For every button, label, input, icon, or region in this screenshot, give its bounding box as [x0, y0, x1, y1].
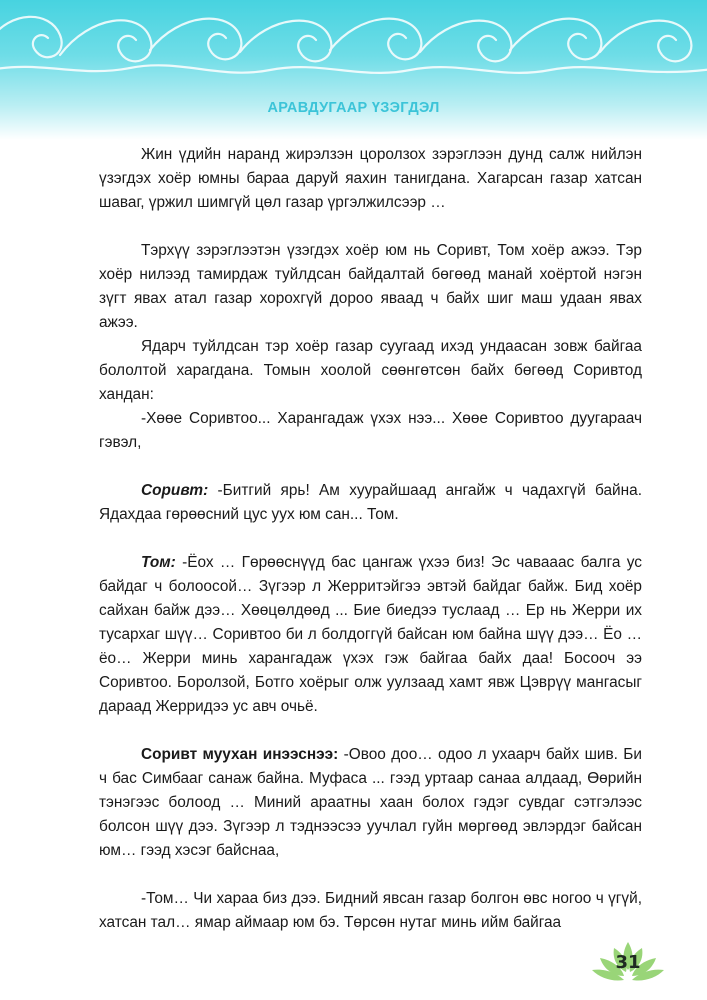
- wave-scroll-ornament-icon: [0, 0, 707, 140]
- paragraph: Жин үдийн наранд жирэлзэн цоролзох зэрэглээн дунд салж нийлэн үзэгдэх хоёр юмны бараа даруй яахин танигдана. Хагарсан газар хатсан шаваг, үржил шимгүй цөл газар үргэлжилсээр …: [99, 146, 642, 211]
- chapter-title: АРАВДУГААР ҮЗЭГДЭЛ: [267, 100, 440, 116]
- page-number-badge: [588, 938, 668, 984]
- page-number: 31: [615, 952, 641, 973]
- paragraph: -Том… Чи хараа биз дээ. Бидний явсан газар болгон өвс ногоо ч үгүй, хатсан тал… ямар аймаар юм бэ. Төрсөн нутаг минь ийм байгаа: [99, 890, 642, 931]
- paragraph: Тэрхүү зэрэглээтэн үзэгдэх хоёр юм нь Соривт, Том хоёр ажээ. Тэр хоёр нилээд тамирдаж туйлдсан байдалтай бөгөөд манай хоёртой нэгэн зүгт явах атал газар хорохгүй дороо яваад ч байх шиг маш удаан явах ажээ.: [99, 242, 642, 331]
- paragraph: -Хөөе Соривтоо... Харангадаж үхэх нээ... Хөөе Соривтоо дуугараач гэвэл,: [99, 410, 642, 451]
- header-band: [0, 0, 707, 140]
- dialogue-paragraph: [99, 479, 642, 527]
- dialogue-text: -Овоо доо… одоо л ухаарч байх шив. Би ч бас Симбааг санаж байна. Муфаса ... гээд уртаар санаа алдаад, Өөрийн тэнэгээс болоод … Миний араатны хаан болох гэдэг сувдаг сэтгэлээс болсон шүү дээ. Зүгээр л тэднээсээ уучлал гуйн мөргөөд эвлэрдэг байсан юм… гээд хэсэг байснаа,: [99, 746, 642, 859]
- story-text: [99, 143, 642, 935]
- paragraph: Ядарч туйлдсан тэр хоёр газар суугаад ихэд ундаасан зовж байгаа бололтой харагдана. Томын хоолой сөөнгөтсөн байх бөгөөд Соривтод хандан:: [99, 338, 642, 403]
- speaker-label: Соривт муухан инээснээ:: [141, 746, 339, 763]
- dialogue-paragraph: [99, 743, 642, 863]
- dialogue-paragraph: [99, 551, 642, 719]
- dialogue-text: -Ёох … Гөрөөснүүд бас цангаж үхээ биз! Эс чавааас балга ус байдаг ч болоосой… Зүгээр л Жерритэйгээ эвтэй байдаг байж. Бид хоёр сайхан байж дээ… Хөөцөлдөөд ... Бие биедээ туслаад … Ер нь Жерри их тусархаг шүү… Соривтоо би л болдоггүй байсан юм байна шүү дээ… Ёо … ёо… Жерри минь харангадаж үхэх гэж байгаа байх даа! Босооч ээ Соривтоо. Боролзой, Ботго хоёрыг олж уулзаад хамт явж Цэврүү мангасыг дараад Жерридээ ус авч очьё.: [99, 554, 642, 715]
- speaker-label: Том:: [141, 554, 176, 571]
- speaker-label: Соривт:: [141, 482, 209, 499]
- dialogue-text: -Битгий ярь! Ам хуурайшаад ангайж ч чадахгүй байна. Ядахдаа гөрөөсний цус уух юм сан... Том.: [99, 482, 642, 523]
